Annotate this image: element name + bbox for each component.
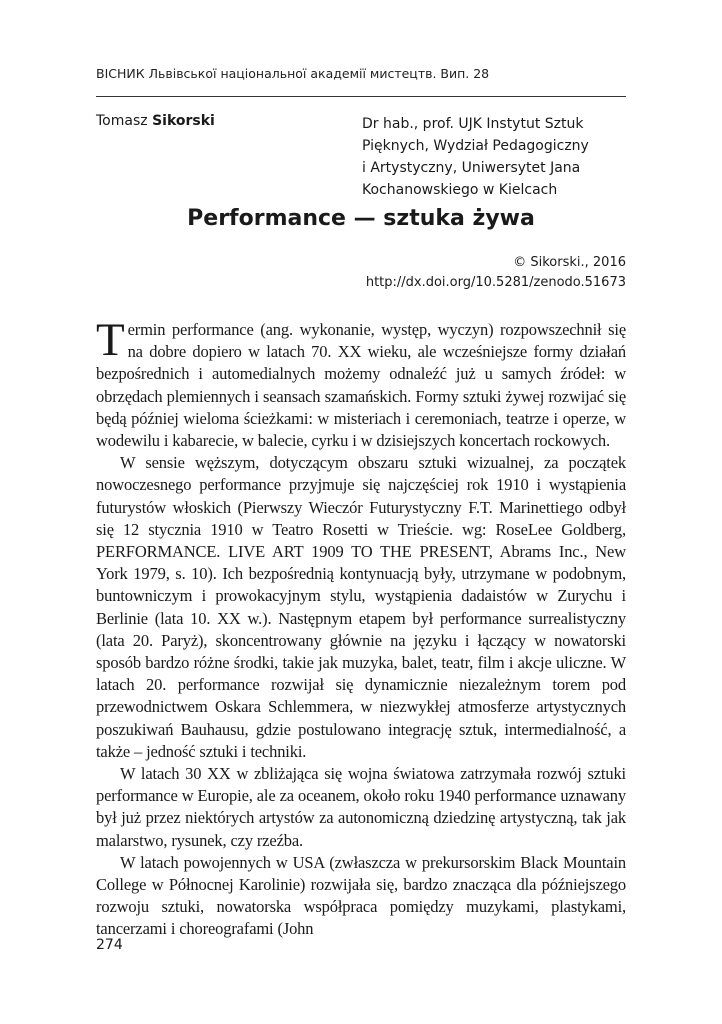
page-number: 274: [96, 937, 123, 953]
body-paragraph: W latach 30 XX w zbliżająca się wojna światowa zatrzymała rozwój sztuki performance w Europie, ale za oceanem, około roku 1940 performance uznawany był już przez niektórych artystów za autonomiczną dziedzinę artystyczną, tak jak malarstwo, rysunek, czy rzeźba.: [96, 764, 626, 850]
article-title: Performance — sztuka żywa: [187, 206, 535, 231]
author-last-name: Sikorski: [152, 113, 215, 129]
article-body: [96, 314, 626, 941]
affiliation-line: Pięknych, Wydział Pedagogiczny: [362, 138, 589, 154]
body-paragraph: [96, 314, 626, 452]
affiliation-line: i Artystyczny, Uniwersytet Jana: [362, 160, 581, 176]
article-meta: [366, 253, 626, 293]
author-affiliation: [362, 113, 632, 201]
author-first-name: Tomasz: [96, 113, 148, 129]
running-header: ВІСНИК Львівської національної академії мистецтв. Вип. 28: [96, 66, 490, 81]
affiliation-line: Dr hab., prof. UJK Instytut Sztuk: [362, 116, 584, 132]
author-name: [96, 113, 215, 129]
paragraph-text: ermin performance (ang. wykonanie, występ, wyczyn) rozpowszechnił się na dobre dopiero w latach 70. XX wieku, ale wcześniejsze formy działań bezpośrednich i automedialnych możemy odnaleźć już u samych źródeł: w obrzędach plemiennych i seansach szamańskich. Formy sztuki żywej rozwijać się będą później wieloma ścieżkami: w misteriach i ceremoniach, teatrze i operze, w wodewilu i kabarecie, w balecie, cyrku i w dzisiejszych koncertach rockowych.: [96, 320, 626, 451]
doi-link[interactable]: http://dx.doi.org/10.5281/zenodo.51673: [365, 275, 626, 290]
body-paragraph: W latach powojennych w USA (zwłaszcza w prekursorskim Black Mountain College w Północnej Karolinie) rozwijała się, bardzo znacząca dla późniejszego rozwoju sztuki, nowatorska współpraca pomiędzy muzykami, plastykami, tancerzami i choreografami (John: [96, 852, 626, 939]
body-paragraph: W sensie węższym, dotyczącym obszaru sztuki wizualnej, za początek nowoczesnego performance przyjmuje się najczęściej rok 1910 i wystąpienia futurystów włoskich (Pierwszy Wieczór Futurystyczny F.T. Marinettiego odbył się 12 stycznia 1910 w Teatro Rosetti w Trieście. wg: RoseLee Goldberg, PERFORMANCE. LIVE ART 1909 TO THE PRESENT, Abrams Inc., New York 1979, s. 10). Ich bezpośrednią kontynuacją były, utrzymane w podobnym, buntowniczym i prowokacyjnym stylu, wystąpienia dadaistów w Zurychu i Berlinie (lata 10. XX w.). Następnym etapem był performance surrealistyczny (lata 20. Paryż), skoncentrowany głównie na języku i łączący w nowatorski sposób bardzo różne środki, takie jak muzyka, balet, teatr, film i akcje uliczne. W latach 20. performance rozwijał się dynamicznie niezależnym torem pod przewodnictwem Oskara Schlemmera, w niezwykłej atmosferze artystycznych poszukiwań Bauhausu, gdzie postulowano integrację sztuk, intermedialność, a także – jedność sztuki i techniki.: [96, 453, 626, 761]
drop-cap: T: [96, 314, 125, 366]
header-divider: [96, 96, 626, 97]
affiliation-line: Kochanowskiego w Kielcach: [362, 182, 558, 198]
copyright-notice: © Sikorski., 2016: [513, 255, 626, 270]
